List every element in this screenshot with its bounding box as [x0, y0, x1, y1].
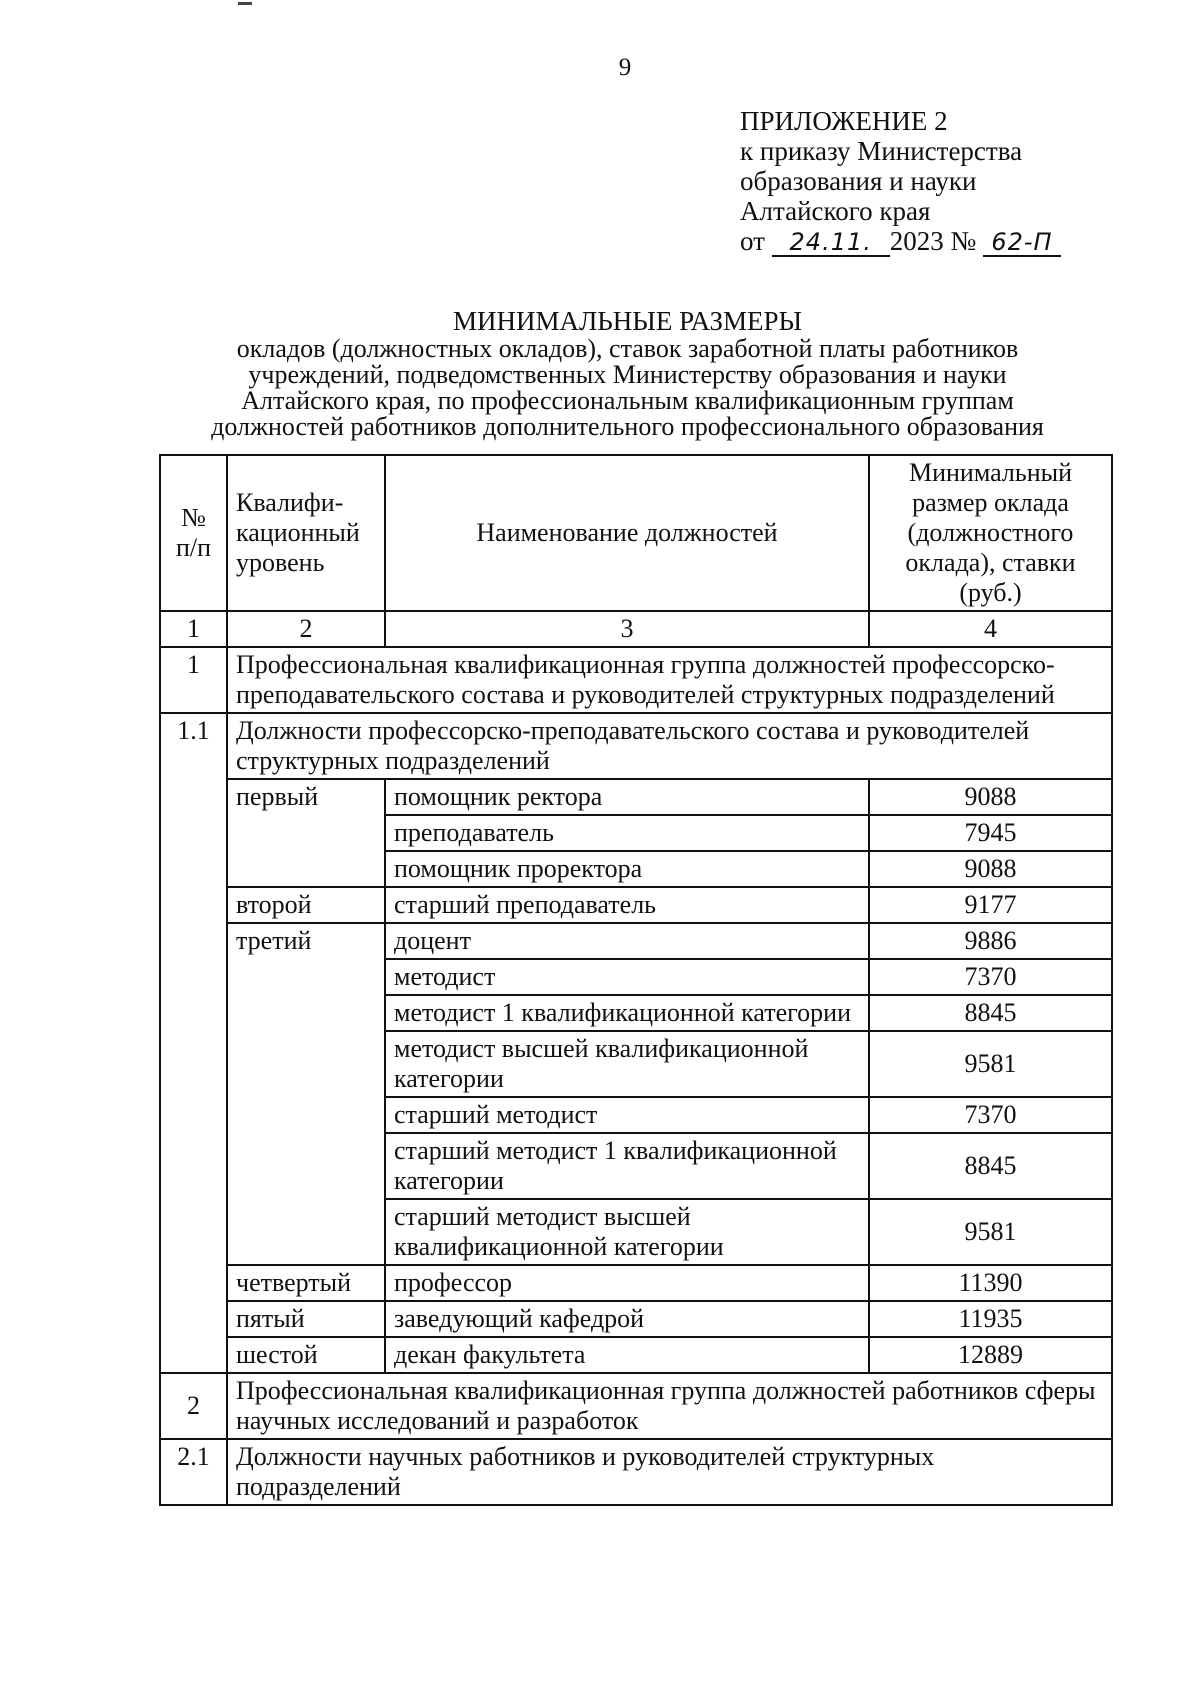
- position-cell: старший методист: [385, 1097, 869, 1133]
- level-cell: шестой: [227, 1337, 385, 1373]
- salary-cell: 8845: [869, 1133, 1112, 1199]
- level-cell: пятый: [227, 1301, 385, 1337]
- annex-line-3: Алтайского края: [740, 196, 931, 226]
- group-text: Профессиональная квалификационная группа должностей профессорско-преподавательского состава и руководителей структурных подразделений: [227, 647, 1112, 713]
- title-line-3: Алтайского края, по профессиональным квалификационным группам: [241, 386, 1014, 415]
- salary-cell: 8845: [869, 995, 1112, 1031]
- position-cell: старший преподаватель: [385, 887, 869, 923]
- group-text: Профессиональная квалификационная группа должностей работников сферы научных исследований и разработок: [227, 1373, 1112, 1439]
- date-prefix: от: [740, 226, 765, 256]
- position-cell: старший методист высшей квалификационной категории: [385, 1199, 869, 1265]
- salary-cell: 9581: [869, 1031, 1112, 1097]
- level-cell: третий: [227, 923, 385, 1265]
- annex-line-2: образования и науки: [740, 166, 977, 196]
- col-number: 4: [869, 611, 1112, 647]
- annex-date-line: [740, 226, 1180, 257]
- level-cell: четвертый: [227, 1265, 385, 1301]
- header-row: [160, 455, 1112, 611]
- position-cell: преподаватель: [385, 815, 869, 851]
- salary-cell: 11935: [869, 1301, 1112, 1337]
- group-num: 1: [160, 647, 227, 713]
- table-row: [160, 1337, 1112, 1373]
- position-cell: доцент: [385, 923, 869, 959]
- group-row: [160, 647, 1112, 713]
- annex-block: [740, 106, 1180, 257]
- salary-cell: 11390: [869, 1265, 1112, 1301]
- handwritten-order-number: 62-П: [983, 229, 1061, 257]
- position-cell: профессор: [385, 1265, 869, 1301]
- table-row: [160, 1265, 1112, 1301]
- handwritten-date: 24.11.: [772, 229, 890, 257]
- date-year: 2023 №: [889, 226, 977, 256]
- salary-cell: 7945: [869, 815, 1112, 851]
- header-salary: Минимальный размер оклада (должностного оклада), ставки (руб.): [869, 455, 1112, 611]
- level-cell: второй: [227, 887, 385, 923]
- salary-cell: 9886: [869, 923, 1112, 959]
- salary-cell: 9581: [869, 1199, 1112, 1265]
- level-cell: первый: [227, 779, 385, 887]
- header-level: Квалифи-кационный уровень: [227, 455, 385, 611]
- col-number: 2: [227, 611, 385, 647]
- title-line-1: окладов (должностных окладов), ставок заработной платы работников: [236, 334, 1019, 363]
- salary-cell: 7370: [869, 959, 1112, 995]
- position-cell: декан факультета: [385, 1337, 869, 1373]
- subgroup-num: 1.1: [160, 713, 227, 779]
- title-heading: МИНИМАЛЬНЫЕ РАЗМЕРЫ: [452, 306, 803, 336]
- salary-cell: 7370: [869, 1097, 1112, 1133]
- position-cell: помощник ректора: [385, 779, 869, 815]
- group-num: 2: [160, 1373, 227, 1439]
- empty-num-cell: [160, 779, 227, 1373]
- table-row: [160, 779, 1112, 815]
- document-title: [100, 308, 1155, 440]
- position-cell: методист высшей квалификационной категории: [385, 1031, 869, 1097]
- salary-cell: 9177: [869, 887, 1112, 923]
- page-number: 9: [618, 54, 632, 81]
- subgroup-text: Должности профессорско-преподавательского состава и руководителей структурных подразделений: [227, 713, 1112, 779]
- position-cell: методист: [385, 959, 869, 995]
- salary-cell: 9088: [869, 779, 1112, 815]
- title-line-4: должностей работников дополнительного профессионального образования: [211, 412, 1044, 441]
- col-number: 3: [385, 611, 869, 647]
- table-row: [160, 923, 1112, 959]
- salary-cell: 12889: [869, 1337, 1112, 1373]
- position-cell: методист 1 квалификационной категории: [385, 995, 869, 1031]
- subgroup-row: [160, 713, 1112, 779]
- annex-title: ПРИЛОЖЕНИЕ 2: [740, 106, 948, 136]
- col-number: 1: [160, 611, 227, 647]
- table-row: [160, 1301, 1112, 1337]
- position-cell: старший методист 1 квалификационной категории: [385, 1133, 869, 1199]
- scan-mark: [238, 2, 252, 5]
- salary-table: [159, 454, 1113, 1506]
- subgroup-text: Должности научных работников и руководителей структурных подразделений: [227, 1439, 1112, 1505]
- header-position: Наименование должностей: [385, 455, 869, 611]
- subgroup-row: [160, 1439, 1112, 1505]
- position-cell: заведующий кафедрой: [385, 1301, 869, 1337]
- annex-line-1: к приказу Министерства: [740, 136, 1023, 166]
- header-num: № п/п: [160, 455, 227, 611]
- column-numbers-row: [160, 611, 1112, 647]
- table-row: [160, 887, 1112, 923]
- title-line-2: учреждений, подведомственных Министерству образования и науки: [248, 360, 1007, 389]
- position-cell: помощник проректора: [385, 851, 869, 887]
- salary-cell: 9088: [869, 851, 1112, 887]
- subgroup-num: 2.1: [160, 1439, 227, 1505]
- group-row: [160, 1373, 1112, 1439]
